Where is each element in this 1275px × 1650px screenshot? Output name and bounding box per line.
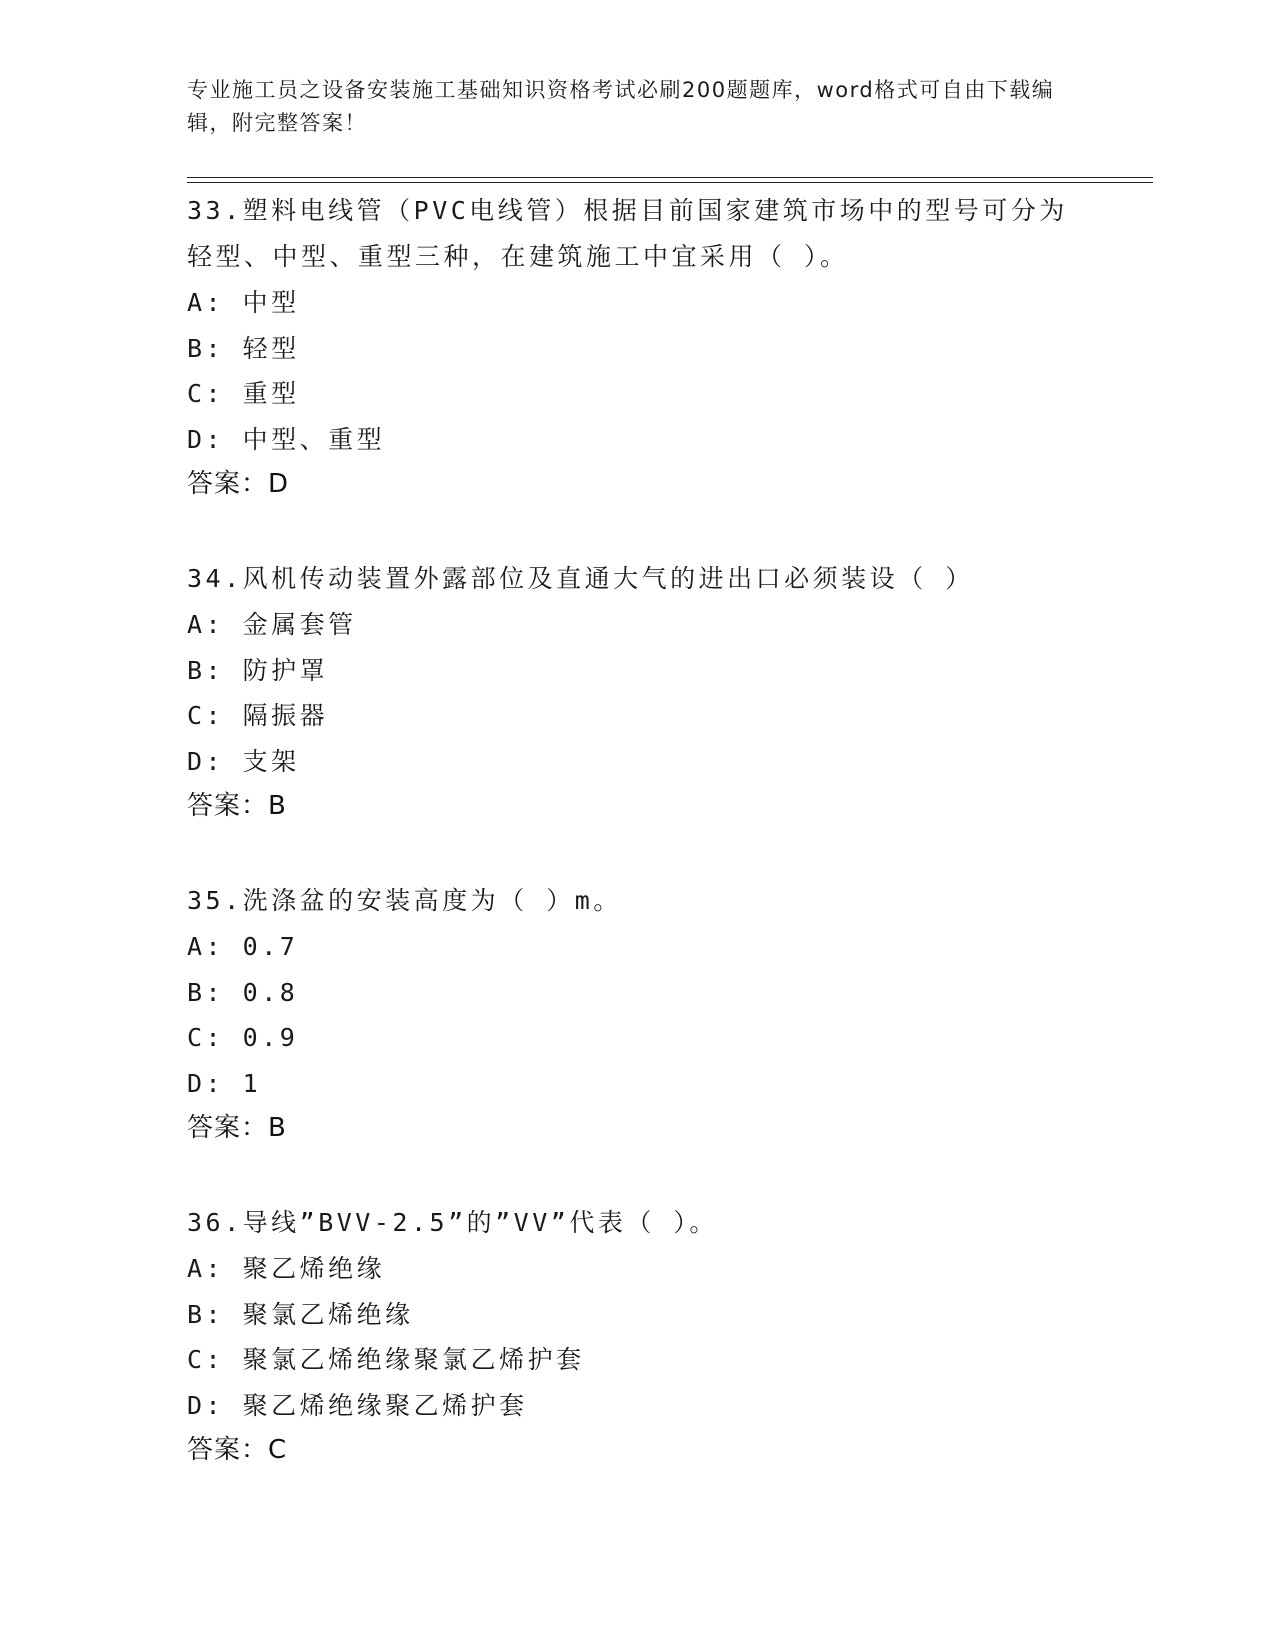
option-d: D: 支架 xyxy=(187,746,300,776)
question-36 xyxy=(187,1200,1087,1472)
question-stem: 36.导线”BVV-2.5”的”VV”代表（ ）。 xyxy=(187,1208,718,1237)
question-34 xyxy=(187,556,1087,828)
option-d: D: 1 xyxy=(187,1068,262,1098)
answer-line: 答案：B xyxy=(187,1113,287,1143)
option-d: D: 聚乙烯绝缘聚乙烯护套 xyxy=(187,1390,528,1420)
option-b: B: 轻型 xyxy=(187,333,300,363)
option-c: C: 重型 xyxy=(187,379,300,408)
option-b: B: 聚氯乙烯绝缘 xyxy=(187,1299,414,1329)
option-a: A: 0.7 xyxy=(187,932,299,961)
question-stem: 35.洗涤盆的安装高度为（ ）m。 xyxy=(187,886,622,915)
answer-line: 答案：D xyxy=(187,469,290,499)
header-divider-top xyxy=(187,177,1153,178)
option-c: C: 聚氯乙烯绝缘聚氯乙烯护套 xyxy=(187,1345,585,1374)
option-a: A: 金属套管 xyxy=(187,610,357,639)
answer-line: 答案：C xyxy=(187,1435,288,1465)
question-list xyxy=(187,188,1087,1522)
option-c: C: 0.9 xyxy=(187,1023,299,1052)
question-stem: 34.风机传动装置外露部位及直通大气的进出口必须装设（ ） xyxy=(187,564,974,593)
option-a: A: 聚乙烯绝缘 xyxy=(187,1254,386,1283)
question-35 xyxy=(187,878,1087,1150)
option-b: B: 防护罩 xyxy=(187,655,329,685)
option-a: A: 中型 xyxy=(187,288,300,317)
answer-line: 答案：B xyxy=(187,791,287,821)
option-b: B: 0.8 xyxy=(187,977,299,1007)
question-stem: 33.塑料电线管（PVC电线管）根据目前国家建筑市场中的型号可分为轻型、中型、重型三种，在建筑施工中宜采用（ ）。 xyxy=(187,196,1068,271)
document-header: 专业施工员之设备安装施工基础知识资格考试必刷200题题库，word格式可自由下载编辑，附完整答案！ xyxy=(187,78,1055,135)
header-divider-bottom xyxy=(187,182,1153,183)
question-33 xyxy=(187,188,1087,506)
option-d: D: 中型、重型 xyxy=(187,424,386,454)
option-c: C: 隔振器 xyxy=(187,701,329,730)
